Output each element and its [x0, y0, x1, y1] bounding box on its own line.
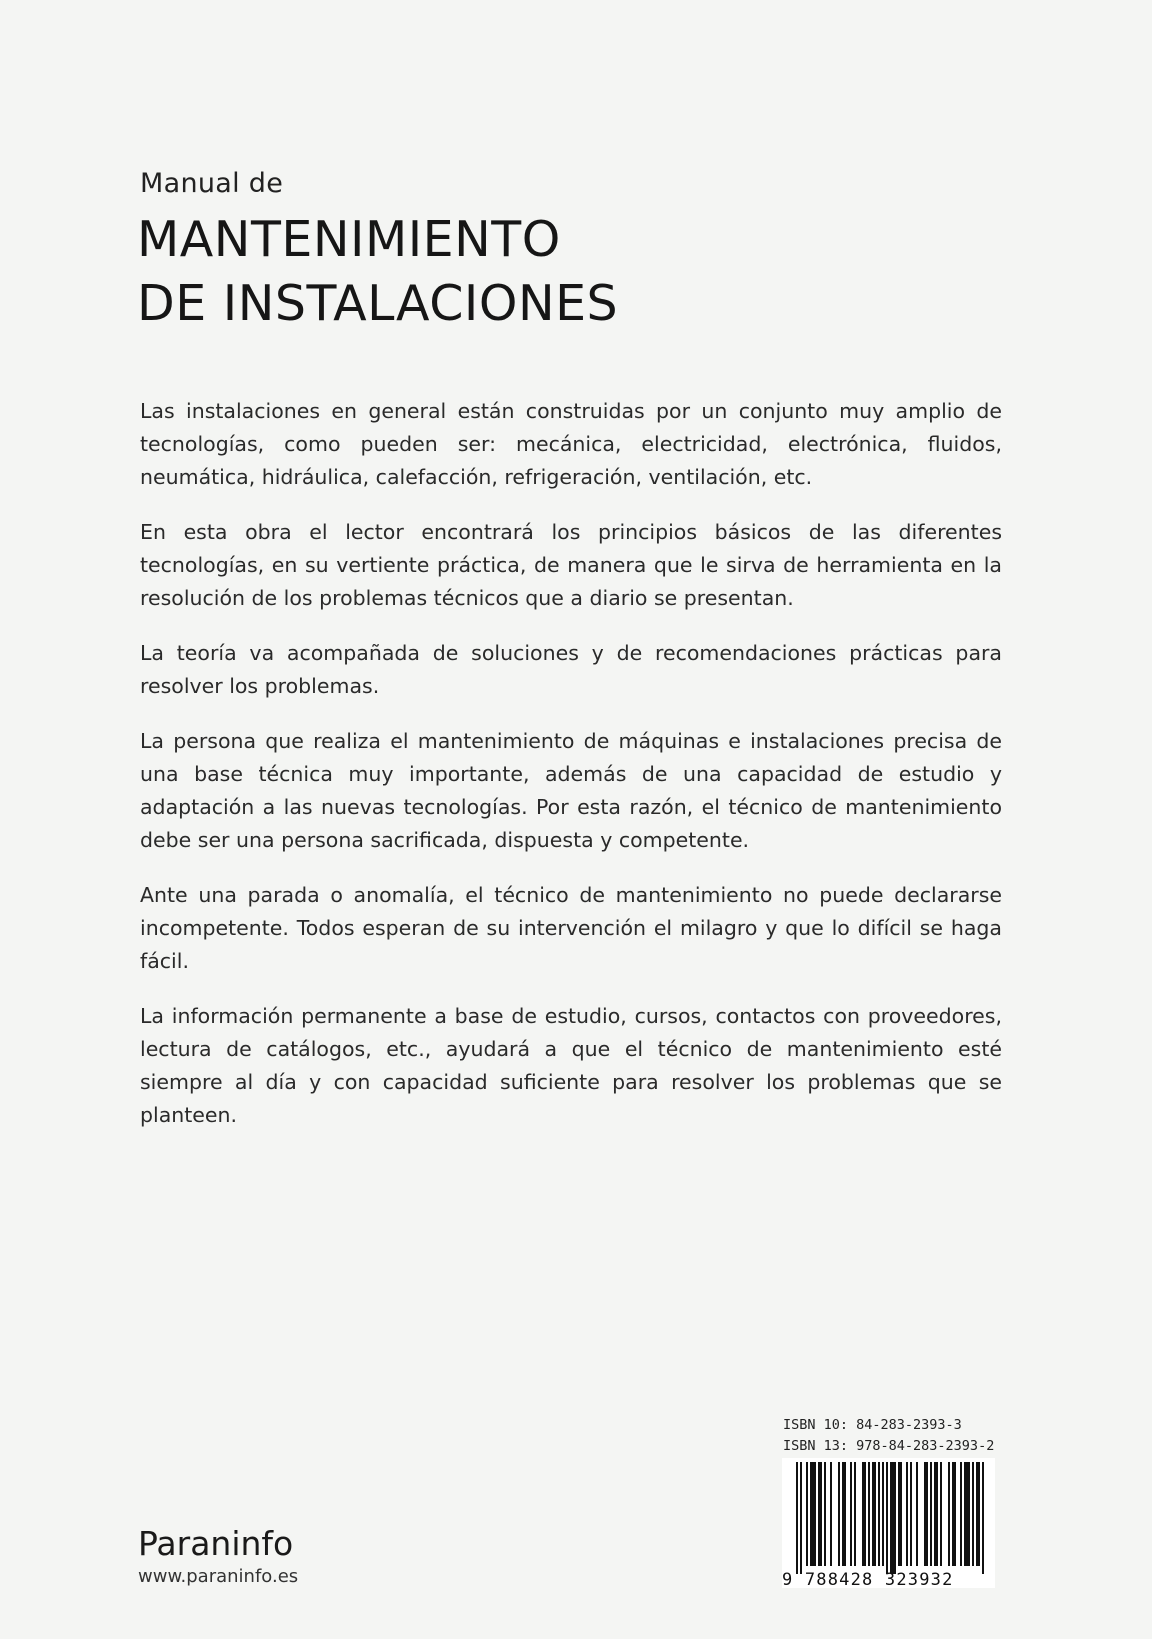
barcode-bar [952, 1462, 956, 1566]
barcode-bar [886, 1462, 888, 1574]
publisher-url: www.paraninfo.es [138, 1566, 299, 1587]
barcode-bar [948, 1462, 950, 1566]
pre-title: Manual de [140, 168, 284, 199]
barcode-bar [842, 1462, 846, 1566]
barcode-bar [960, 1462, 962, 1566]
barcode-bar [862, 1462, 866, 1566]
barcode-bar [878, 1462, 880, 1566]
barcode-bar [910, 1462, 912, 1566]
barcode-digits: 9 788428 323932 [782, 1570, 954, 1590]
barcode-bar [796, 1462, 798, 1574]
barcode-bar [854, 1462, 856, 1566]
barcode-bar [818, 1462, 822, 1566]
isbn-13: ISBN 13: 978-84-283-2393-2 [783, 1438, 995, 1454]
barcode-bar [964, 1462, 970, 1566]
barcode [782, 1458, 995, 1588]
barcode-bar [940, 1462, 942, 1566]
barcode-bar [924, 1462, 928, 1566]
paragraph: La persona que realiza el mantenimiento de máquinas e instalaciones precisa de una base técnica muy importante, además de una capacidad de estudio y adaptación a las nuevas tecnologías. Por esta razón, el técnico de mantenimiento debe ser una persona sacrificada, dispuesta y competente. [140, 729, 1002, 852]
barcode-bar [872, 1462, 876, 1566]
paragraph: Las instalaciones en general están construidas por un conjunto muy amplio de tecnologías, como pueden ser: mecánica, electricidad, electrónica, fluidos, neumática, hidráulica, calefacción, refrigeración, ventilación, etc. [140, 399, 1002, 489]
barcode-bar [882, 1462, 884, 1566]
barcode-bar [982, 1462, 984, 1574]
barcode-bar [890, 1462, 896, 1574]
paragraph: Ante una parada o anomalía, el técnico de mantenimiento no puede declararse incompetente. Todos esperan de su intervención el milagro y que lo difícil se haga fácil. [140, 883, 1002, 973]
barcode-bar [868, 1462, 870, 1566]
barcode-bar [850, 1462, 852, 1566]
barcode-bar [810, 1462, 816, 1566]
barcode-bar [972, 1462, 974, 1566]
publisher-block [138, 1524, 298, 1587]
barcode-bar [930, 1462, 932, 1566]
barcode-icon [782, 1458, 995, 1578]
barcode-bar [800, 1462, 802, 1574]
barcode-bar [824, 1462, 826, 1566]
barcode-bar [934, 1462, 938, 1566]
paragraph: La teoría va acompañada de soluciones y de recomendaciones prácticas para resolver los problemas. [140, 641, 1002, 698]
publisher-logo: Paraninfo [138, 1524, 294, 1563]
barcode-bar [976, 1462, 980, 1566]
barcode-bar [916, 1462, 918, 1566]
description [140, 395, 1002, 1154]
isbn-block [783, 1415, 993, 1457]
barcode-bar [838, 1462, 840, 1566]
barcode-bar [830, 1462, 832, 1566]
paragraph: En esta obra el lector encontrará los principios básicos de las diferentes tecnologías, en su vertiente práctica, de manera que le sirva de herramienta en la resolución de los problemas técnicos que a diario se presentan. [140, 520, 1002, 610]
title-line-2: DE INSTALACIONES [137, 275, 619, 332]
paragraph: La información permanente a base de estudio, cursos, contactos con proveedores, lectura de catálogos, etc., ayudará a que el técnico de mantenimiento esté siempre al día y con capacidad suficiente para resolver los problemas que se planteen. [140, 1004, 1002, 1127]
book-title [137, 208, 618, 336]
isbn-10: ISBN 10: 84-283-2393-3 [783, 1417, 962, 1433]
title-line-1: MANTENIMIENTO [137, 211, 561, 268]
barcode-bar [806, 1462, 808, 1566]
barcode-bar [898, 1462, 902, 1566]
barcode-bar [906, 1462, 908, 1566]
